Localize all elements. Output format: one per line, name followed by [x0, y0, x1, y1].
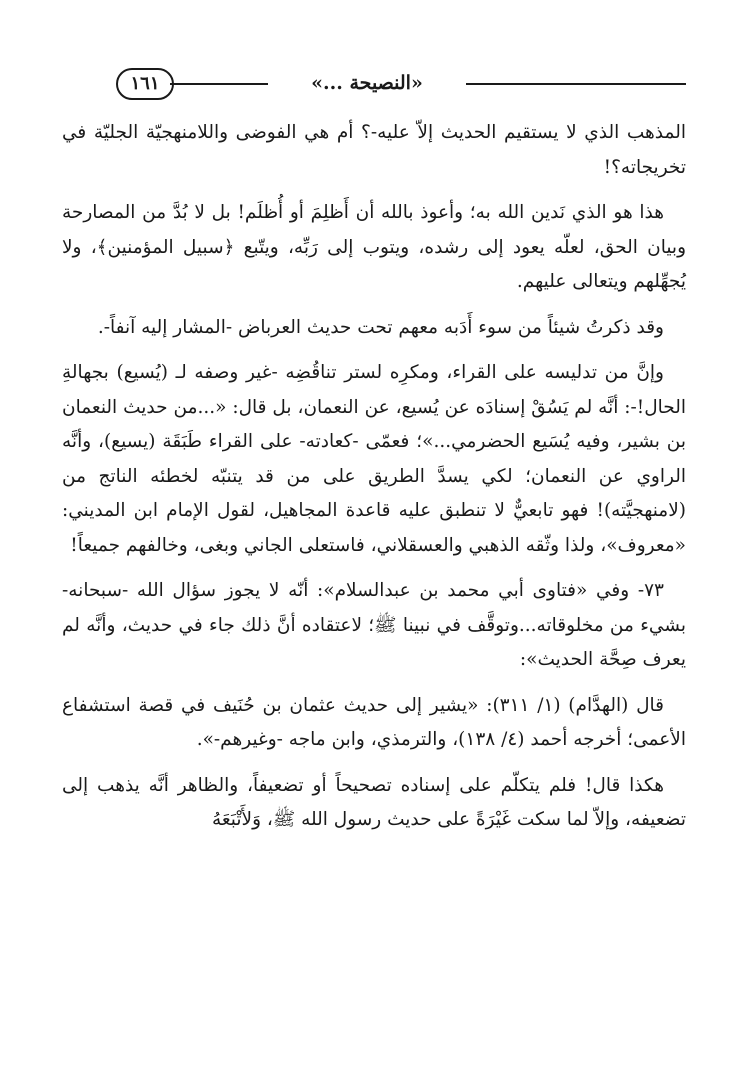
paragraph: وقد ذكرتُ شيئاً من سوء أَدَبه معهم تحت حديث العرباض -المشار إليه آنفاً-.	[97, 316, 664, 338]
paragraph: هذا هو الذي نَدين الله به؛ وأعوذ بالله أن أَظلِمَ أو أُظلَم! بل لا بُدَّ من المصارحة وبيان الحق، لعلّه يعود إلى رشده، ويتوب إلى رَبِّه، ويتّبع ﴿سبيل المؤمنين﴾، ولا يُجهِّلهم ويتعالى عليهم.	[62, 202, 686, 292]
page-number: ١٦١	[116, 68, 174, 100]
page-header	[62, 66, 686, 102]
body-text	[62, 116, 686, 849]
paragraph: هكذا قال! فلم يتكلّم على إسناده تصحيحاً أو تضعيفاً، والظاهر أنَّه يذهب إلى تضعيفه، وإلاّ لما سكت غَيْرَةً على حديث رسول الله ﷺ، وَلأَتْبَعَهُ	[62, 774, 686, 830]
header-rule-right	[466, 83, 686, 85]
paragraph: قال (الهدَّام) (١/ ٣١١): «يشير إلى حديث عثمان بن حُنَيف في قصة استشفاع الأعمى؛ أخرجه أحمد (٤/ ١٣٨)، والترمذي، وابن ماجه -وغيرهم-».	[62, 694, 686, 750]
header-rule-left	[170, 83, 268, 85]
paragraph-item-73: ٧٣- وفي «فتاوى أبي محمد بن عبدالسلام»: أنّه لا يجوز سؤال الله -سبحانه- بشيء من مخلوقاته...وتوقَّف في نبينا ﷺ؛ لاعتقاده أنَّ ذلك جاء في حديث، وأنَّه لم يعرف صِحَّة الحديث»:	[62, 580, 686, 670]
paragraph-continuation: المذهب الذي لا يستقيم الحديث إلاّ عليه-؟ أم هي الفوضى واللامنهجيّة الجليّة في تخريجاته؟!	[62, 122, 686, 178]
running-title: «النصيحة ...»	[311, 72, 423, 94]
paragraph: وإنَّ من تدليسه على القراء، ومكرِه لستر تناقُضِه -غير وصفه لـ (يُسيع) بجهالةِ الحال!-: أنَّه لم يَسُقْ إسنادَه عن يُسيع، عن النعمان، بل قال: «...من حديث النعمان بن بشير، وفيه يُسَيع الحضرمي...»؛ فعمّى -كعادته- على القراء طَبَقَة (يسيع)، وأنَّه الراوي عن النعمان؛ لكي يسدَّ الطريق على من قد يتنبّه لخطئه الناتج من (لامنهجيَّته)! فهو تابعيٌّ لا تنطبق عليه قاعدة المجاهيل، لقول الإمام ابن المديني: «معروف»، ولذا وثّقه الذهبي والعسقلاني، فاستعلى الجاني وبغى، وخالفهم جميعاً!	[62, 362, 686, 556]
